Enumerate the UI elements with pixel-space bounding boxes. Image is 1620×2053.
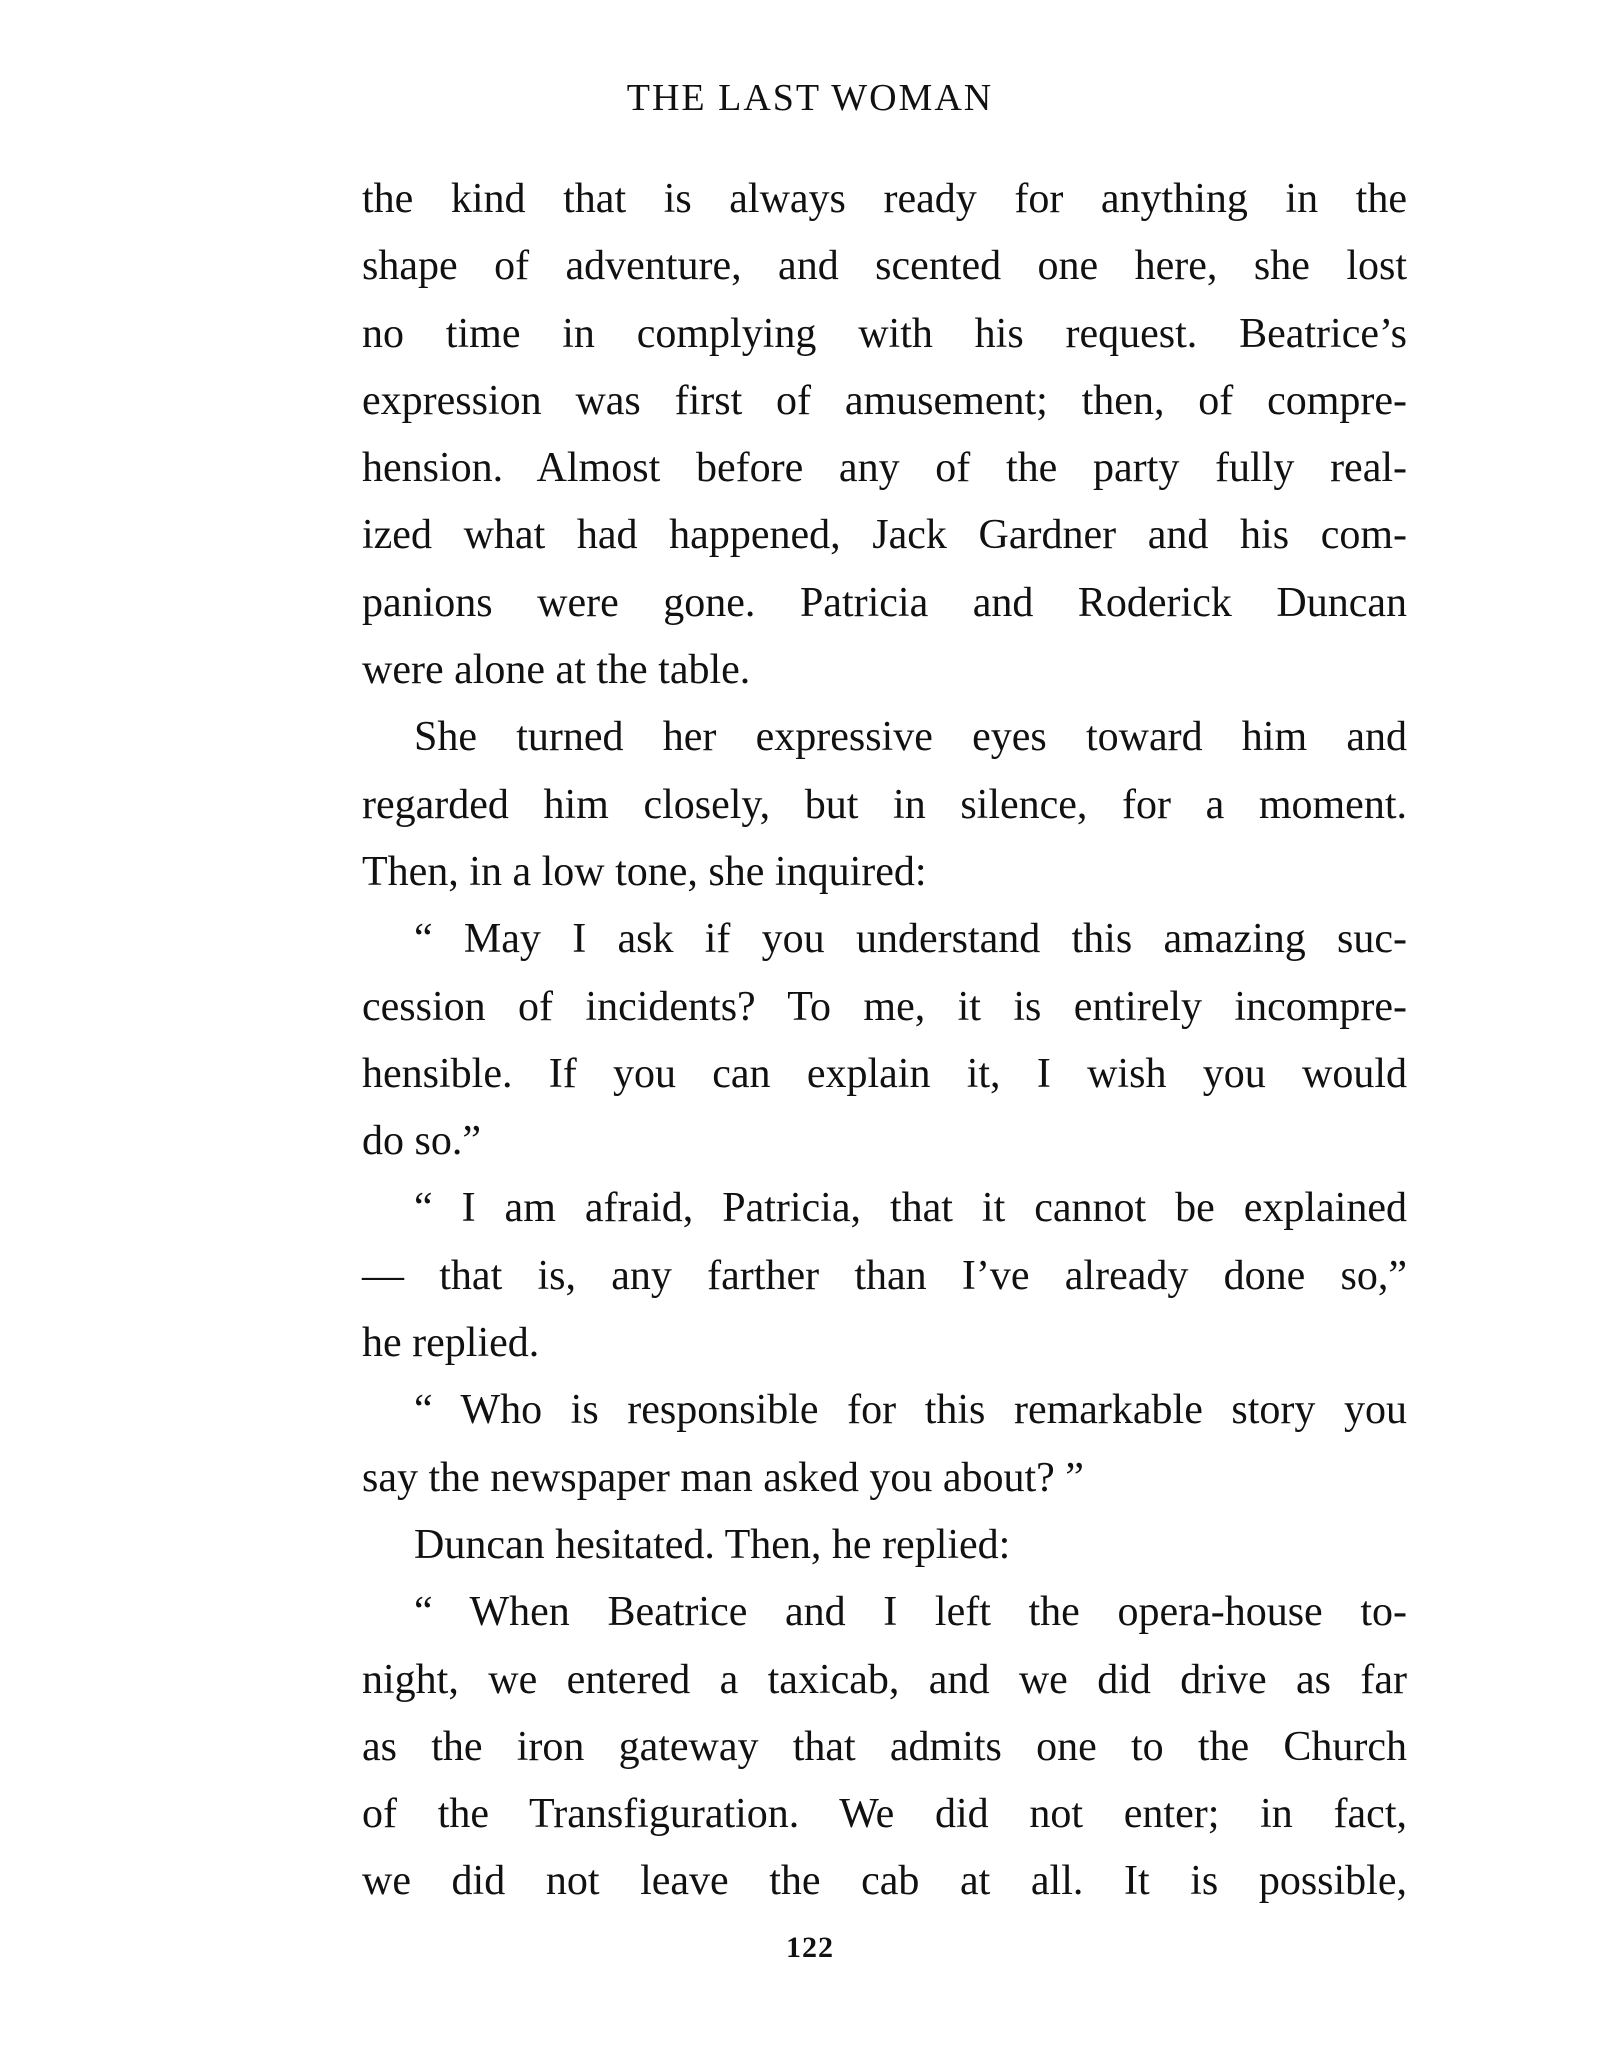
text-line: say the newspaper man asked you about? ” — [362, 1454, 1084, 1501]
text-line: hension. Almost before any of the party fully real- — [362, 445, 1407, 492]
text-line: no time in complying with his request. Beatrice’s — [362, 310, 1407, 357]
text-line: shape of adventure, and scented one here, she lost — [362, 243, 1407, 290]
paragraph — [362, 1377, 1407, 1512]
running-head: THE LAST WOMAN — [626, 77, 994, 119]
text-line: Then, in a low tone, she inquired: — [362, 848, 927, 895]
paragraph — [362, 704, 1407, 906]
text-line: “ When Beatrice and I left the opera-house to- — [414, 1589, 1407, 1636]
text-line: “ I am afraid, Patricia, that it cannot be explained — [414, 1185, 1407, 1232]
text-line: “ May I ask if you understand this amazing suc- — [414, 916, 1407, 963]
text-line: regarded him closely, but in silence, for a moment. — [362, 781, 1407, 828]
text-line: Duncan hesitated. Then, he replied: — [414, 1521, 1011, 1568]
paragraph — [362, 1579, 1407, 1915]
text-line: as the iron gateway that admits one to the Church — [362, 1723, 1407, 1770]
paragraph — [362, 906, 1407, 1175]
paragraph — [362, 1512, 1407, 1579]
text-line: She turned her expressive eyes toward him and — [414, 714, 1407, 761]
text-line: ized what had happened, Jack Gardner and his com- — [362, 512, 1407, 559]
text-line: expression was first of amusement; then, of compre- — [362, 377, 1407, 424]
text-line: he replied. — [362, 1320, 540, 1367]
text-line: of the Transfiguration. We did not enter; in fact, — [362, 1791, 1407, 1838]
text-line: — that is, any farther than I’ve already done so,” — [362, 1252, 1407, 1299]
text-line: hensible. If you can explain it, I wish you would — [362, 1050, 1407, 1097]
paragraph — [362, 1175, 1407, 1377]
text-line: do so.” — [362, 1118, 481, 1165]
text-line: we did not leave the cab at all. It is possible, — [362, 1858, 1407, 1905]
text-line: night, we entered a taxicab, and we did drive as far — [362, 1656, 1407, 1703]
text-line: the kind that is always ready for anything in the — [362, 176, 1407, 222]
page-number: 122 — [786, 1931, 834, 1964]
text-line: panions were gone. Patricia and Roderick Duncan — [362, 579, 1407, 626]
text-line: “ Who is responsible for this remarkable story you — [414, 1387, 1407, 1434]
paragraph — [362, 166, 1407, 704]
body-text — [362, 166, 1407, 1916]
text-line: were alone at the table. — [362, 647, 751, 694]
text-line: cession of incidents? To me, it is entirely incompre- — [362, 983, 1407, 1030]
